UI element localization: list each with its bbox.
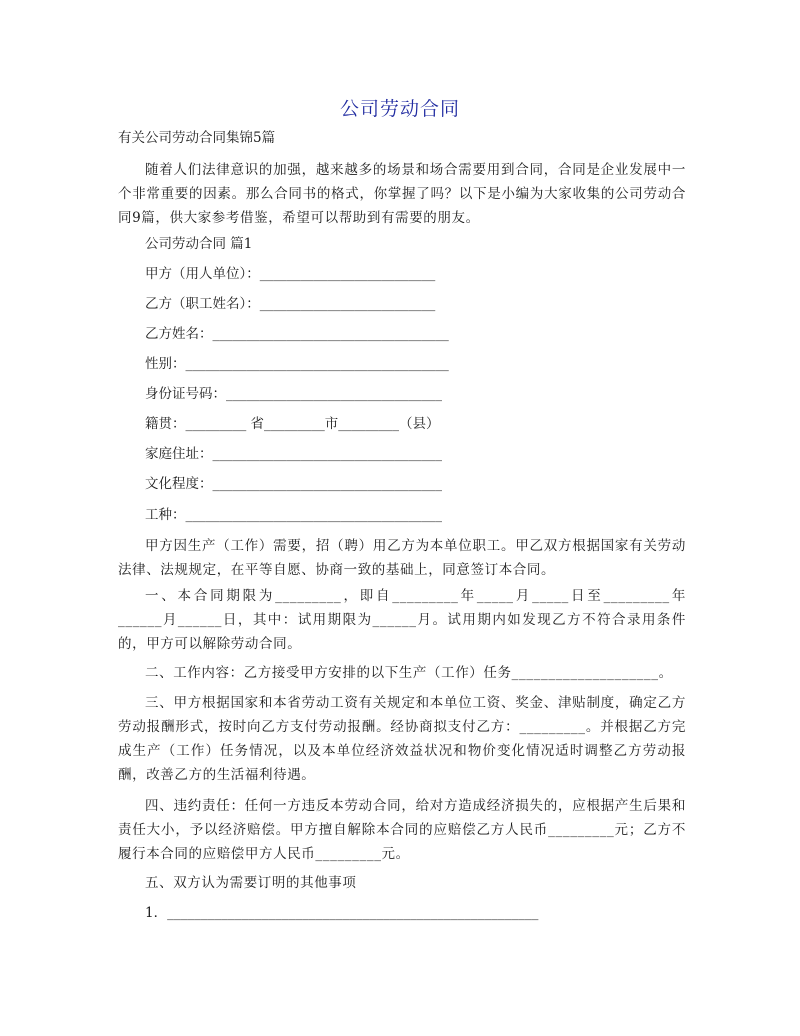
- section-heading: 公司劳动合同 篇1: [145, 236, 253, 252]
- paragraph-purpose: 甲方因生产（工作）需要，招（聘）用乙方为本单位职工。甲乙双方根据国家有关劳动法律、法规规定，在平等自愿、协商一致的基础上，同意签订本合同。: [118, 538, 686, 578]
- field-job-type: 工种：______________________________________: [145, 507, 442, 523]
- field-native-place: 籍贯：_________ 省_________市_________（县）: [145, 416, 440, 432]
- item-1: 1．_______________________________________________________: [145, 905, 539, 921]
- paragraph-other-matters: 五、双方认为需要订明的其他事项: [145, 875, 357, 891]
- field-home-address: 家庭住址：__________________________________: [145, 446, 442, 462]
- paragraph-term: 一、本合同期限为_________，即自_________年_____月_____日至_________年______月______日，其中：试用期限为______月。试用期内如发现乙方不符合录用条件的，甲方可以解除劳动合同。: [118, 588, 686, 652]
- field-education: 文化程度：__________________________________: [145, 476, 442, 492]
- intro-paragraph: 随着人们法律意识的加强，越来越多的场景和场合需要用到合同，合同是企业发展中一个非常重要的因素。那么合同书的格式，你掌握了吗？以下是小编为大家收集的公司劳动合同9篇，供大家参考借鉴，希望可以帮助到有需要的朋友。: [118, 162, 686, 226]
- document-subtitle: 有关公司劳动合同集锦5篇: [118, 130, 276, 146]
- paragraph-work-content: 二、工作内容：乙方接受甲方安排的以下生产（工作）任务____________________。: [145, 665, 673, 681]
- field-employee-name: 乙方姓名：___________________________________: [145, 326, 449, 342]
- document-title: 公司劳动合同: [339, 98, 460, 120]
- field-gender: 性别：_______________________________________: [145, 356, 449, 372]
- paragraph-liability: 四、违约责任：任何一方违反本劳动合同，给对方造成经济损失的，应根据产生后果和责任大小，予以经济赔偿。甲方擅自解除本合同的应赔偿乙方人民币_________元；乙方不履行本合同的应赔偿甲方人民币_________元。: [118, 798, 686, 862]
- field-employee: 乙方（职工姓名）：__________________________: [145, 296, 436, 312]
- field-employer: 甲方（用人单位）：__________________________: [145, 266, 436, 282]
- paragraph-remuneration: 三、甲方根据国家和本省劳动工资有关规定和本单位工资、奖金、津贴制度，确定乙方劳动报酬形式，按时向乙方支付劳动报酬。经协商拟支付乙方：_________。并根据乙方完成生产（工作）任务情况，以及本单位经济效益状况和物价变化情况适时调整乙方劳动报酬，改善乙方的生活福利待遇。: [118, 695, 686, 783]
- field-id-number: 身份证号码：________________________________: [145, 386, 442, 402]
